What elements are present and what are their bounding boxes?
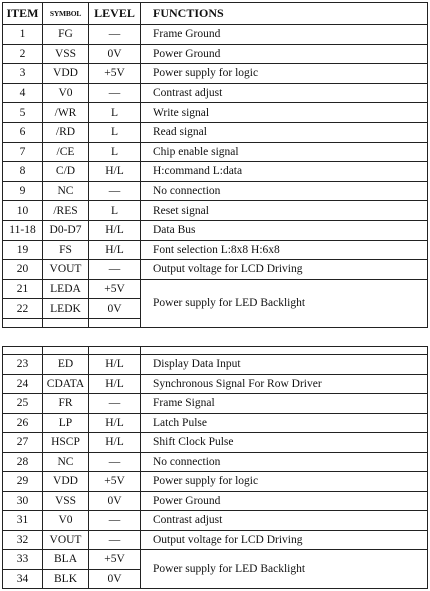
cell-function: Display Data Input	[141, 355, 428, 375]
cell-function: Synchronous Signal For Row Driver	[141, 374, 428, 394]
cell-item: 1	[3, 25, 43, 45]
cell-symbol: LEDA	[43, 279, 89, 299]
cell-function: Shift Clock Pulse	[141, 433, 428, 453]
cell-level: H/L	[89, 355, 141, 375]
cell-symbol: /CE	[43, 142, 89, 162]
cell-symbol: C/D	[43, 162, 89, 182]
cell-item: 6	[3, 122, 43, 142]
cell-item: 34	[3, 569, 43, 589]
cell-function: Reset signal	[141, 201, 428, 221]
cell-item: 23	[3, 355, 43, 375]
cell-symbol: /RD	[43, 122, 89, 142]
table-row	[3, 122, 428, 142]
cell-level: H/L	[89, 220, 141, 240]
cell-symbol: FS	[43, 240, 89, 260]
table-row	[3, 530, 428, 550]
cell-level: +5V	[89, 550, 141, 570]
table-row	[3, 491, 428, 511]
cell-item: 8	[3, 162, 43, 182]
cell-symbol: D0-D7	[43, 220, 89, 240]
cell-item: 21	[3, 279, 43, 299]
cell-function: Chip enable signal	[141, 142, 428, 162]
table-row	[3, 452, 428, 472]
pin-table-1	[2, 2, 428, 328]
table-row	[3, 394, 428, 414]
cell-function: Output voltage for LCD Driving	[141, 530, 428, 550]
cell-symbol: VDD	[43, 472, 89, 492]
cell-item: 29	[3, 472, 43, 492]
header-item: ITEM	[3, 3, 43, 25]
cell-level: —	[89, 260, 141, 280]
header-functions: FUNCTIONS	[141, 3, 428, 25]
table-row	[3, 433, 428, 453]
cell-function: Power Ground	[141, 491, 428, 511]
cell-function: Write signal	[141, 103, 428, 123]
cell-level: 0V	[89, 569, 141, 589]
cell-level: —	[89, 452, 141, 472]
cell-level: +5V	[89, 472, 141, 492]
cell-function: Contrast adjust	[141, 511, 428, 531]
table-row	[3, 260, 428, 280]
cell-symbol: BLA	[43, 550, 89, 570]
cell-symbol: V0	[43, 511, 89, 531]
cell-symbol: VSS	[43, 491, 89, 511]
cell-symbol: HSCP	[43, 433, 89, 453]
table-row	[3, 240, 428, 260]
cell-level: 0V	[89, 44, 141, 64]
cell-symbol: ED	[43, 355, 89, 375]
cell-item: 3	[3, 64, 43, 84]
cell-level: L	[89, 122, 141, 142]
cell-level: —	[89, 25, 141, 45]
table-row	[3, 181, 428, 201]
cell-item: 10	[3, 201, 43, 221]
cell-item: 33	[3, 550, 43, 570]
cell-level: —	[89, 83, 141, 103]
cell-function: Data Bus	[141, 220, 428, 240]
cell-level: L	[89, 103, 141, 123]
cell-function: Power supply for logic	[141, 64, 428, 84]
cell-function: Output voltage for LCD Driving	[141, 260, 428, 280]
cell-level: 0V	[89, 299, 141, 319]
cell-function: Read signal	[141, 122, 428, 142]
table-row	[3, 142, 428, 162]
cell-item: 5	[3, 103, 43, 123]
cell-level: H/L	[89, 240, 141, 260]
cell-function: Frame Ground	[141, 25, 428, 45]
cell-level: +5V	[89, 64, 141, 84]
cell-function: Contrast adjust	[141, 83, 428, 103]
table-row	[3, 413, 428, 433]
cell-level: —	[89, 530, 141, 550]
cell-level: H/L	[89, 374, 141, 394]
table-row	[3, 511, 428, 531]
cell-item: 11-18	[3, 220, 43, 240]
cell-item: 24	[3, 374, 43, 394]
cell-function: Power supply for logic	[141, 472, 428, 492]
cell-symbol: NC	[43, 181, 89, 201]
cell-item: 22	[3, 299, 43, 319]
header-symbol: SYMBOL	[43, 3, 89, 25]
header-row	[3, 3, 428, 25]
table-row	[3, 279, 428, 299]
cell-item: 30	[3, 491, 43, 511]
pin-table-2	[2, 346, 428, 589]
table-row	[3, 355, 428, 375]
cell-item: 32	[3, 530, 43, 550]
cell-symbol: FR	[43, 394, 89, 414]
cell-level: —	[89, 511, 141, 531]
cell-symbol: VOUT	[43, 530, 89, 550]
cell-item: 27	[3, 433, 43, 453]
cell-level: +5V	[89, 279, 141, 299]
cell-function: Latch Pulse	[141, 413, 428, 433]
cell-function: Power supply for LED Backlight	[141, 550, 428, 589]
cell-item: 4	[3, 83, 43, 103]
cell-function: Frame Signal	[141, 394, 428, 414]
cell-item: 25	[3, 394, 43, 414]
cell-item: 20	[3, 260, 43, 280]
cell-symbol: VSS	[43, 44, 89, 64]
cell-function: Power supply for LED Backlight	[141, 279, 428, 327]
cell-symbol: CDATA	[43, 374, 89, 394]
cell-level: H/L	[89, 162, 141, 182]
cell-level: L	[89, 201, 141, 221]
cell-level: 0V	[89, 491, 141, 511]
table-row	[3, 25, 428, 45]
cell-symbol: V0	[43, 83, 89, 103]
cell-item: 7	[3, 142, 43, 162]
table-top-spacer-row	[3, 347, 428, 355]
cell-symbol: VOUT	[43, 260, 89, 280]
cell-item: 2	[3, 44, 43, 64]
table-row	[3, 64, 428, 84]
table-separator	[0, 338, 430, 346]
table-row	[3, 162, 428, 182]
cell-symbol: VDD	[43, 64, 89, 84]
table-row	[3, 201, 428, 221]
table-row	[3, 44, 428, 64]
cell-level: H/L	[89, 433, 141, 453]
cell-level: L	[89, 142, 141, 162]
table-row	[3, 374, 428, 394]
table-row	[3, 550, 428, 570]
cell-item: 31	[3, 511, 43, 531]
header-level: LEVEL	[89, 3, 141, 25]
cell-function: No connection	[141, 181, 428, 201]
cell-function: Font selection L:8x8 H:6x8	[141, 240, 428, 260]
cell-item: 26	[3, 413, 43, 433]
cell-symbol: LEDK	[43, 299, 89, 319]
cell-function: No connection	[141, 452, 428, 472]
cell-symbol: LP	[43, 413, 89, 433]
cell-level: —	[89, 394, 141, 414]
cell-level: —	[89, 181, 141, 201]
cell-symbol: FG	[43, 25, 89, 45]
cell-symbol: /RES	[43, 201, 89, 221]
table-row	[3, 472, 428, 492]
cell-function: Power Ground	[141, 44, 428, 64]
cell-symbol: /WR	[43, 103, 89, 123]
cell-symbol: BLK	[43, 569, 89, 589]
cell-item: 28	[3, 452, 43, 472]
cell-symbol: NC	[43, 452, 89, 472]
cell-item: 19	[3, 240, 43, 260]
table-row	[3, 220, 428, 240]
table-row	[3, 83, 428, 103]
cell-item: 9	[3, 181, 43, 201]
cell-function: H:command L:data	[141, 162, 428, 182]
table-row	[3, 103, 428, 123]
cell-level: H/L	[89, 413, 141, 433]
